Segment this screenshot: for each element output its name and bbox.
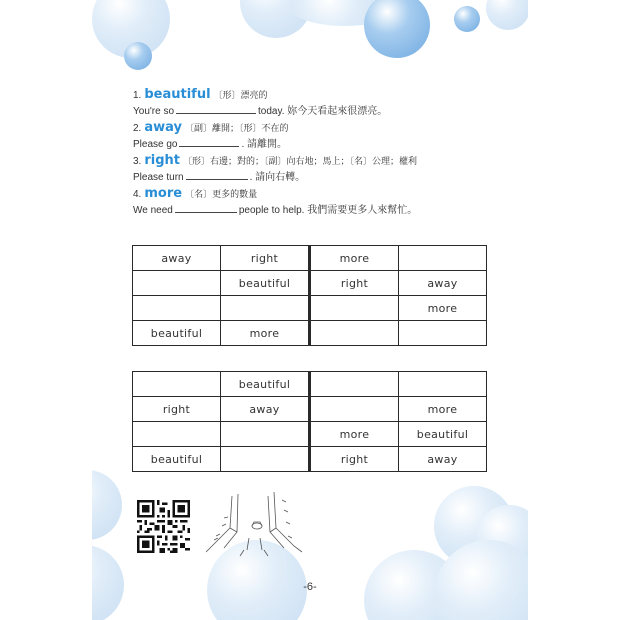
- bubble-decoration: [92, 470, 122, 540]
- vocab-entry-header: [133, 154, 513, 170]
- grid-cell: away: [221, 397, 310, 422]
- sentence-start: We need: [133, 205, 173, 216]
- grid-cell: beautiful: [133, 321, 221, 346]
- grid-cell: [399, 372, 487, 397]
- grid-cell: [310, 372, 399, 397]
- street-illustration-icon: [202, 488, 322, 568]
- grid-cell: right: [133, 397, 221, 422]
- entry-number: 4.: [133, 189, 142, 200]
- grid-cell: more: [221, 321, 310, 346]
- sentence-end: today. 妳今天看起來很漂亮。: [258, 106, 388, 117]
- grid-cell: beautiful: [221, 372, 310, 397]
- grid-cell: away: [133, 246, 221, 271]
- grid-cell: away: [399, 271, 487, 296]
- vocab-definition: 〔名〕更多的數量: [185, 189, 258, 199]
- grid-row: [133, 447, 487, 472]
- answer-blank: [175, 203, 237, 213]
- sentence-end: . 請向右轉。: [249, 172, 306, 183]
- grid-cell: more: [310, 246, 399, 271]
- answer-blank: [186, 170, 248, 180]
- grid-cell: right: [310, 271, 399, 296]
- grid-row: [133, 372, 487, 397]
- example-sentence: [133, 137, 513, 150]
- grid-cell: [133, 372, 221, 397]
- workbook-page: [92, 0, 528, 620]
- grid-cell: [133, 271, 221, 296]
- grid-cell: away: [399, 447, 487, 472]
- grid-cell: [133, 422, 221, 447]
- grid-cell: right: [310, 447, 399, 472]
- grid-cell: [310, 321, 399, 346]
- grid-cell: [399, 246, 487, 271]
- grid-cell: right: [221, 246, 310, 271]
- grid-cell: beautiful: [133, 447, 221, 472]
- qr-code-icon[interactable]: [137, 500, 190, 553]
- bubble-decoration: [124, 42, 152, 70]
- grid-cell: more: [310, 422, 399, 447]
- vocab-definition: 〔形〕漂亮的: [213, 90, 268, 100]
- bubble-decoration: [364, 0, 430, 58]
- grid-row: [133, 296, 487, 321]
- grid-cell: [221, 422, 310, 447]
- bubble-decoration: [486, 0, 528, 30]
- grid-row: [133, 271, 487, 296]
- answer-blank: [179, 137, 239, 147]
- word-grid-2: [132, 371, 487, 472]
- word-grid-1: [132, 245, 487, 346]
- grid-row: [133, 422, 487, 447]
- vocab-entry-header: [133, 88, 513, 104]
- grid-cell: [133, 296, 221, 321]
- vocab-word: beautiful: [144, 87, 211, 102]
- entry-number: 2.: [133, 123, 142, 134]
- answer-blank: [176, 104, 256, 114]
- vocabulary-list: [133, 84, 513, 216]
- grid-row: [133, 397, 487, 422]
- grid-cell: more: [399, 296, 487, 321]
- vocab-entry-header: [133, 187, 513, 203]
- example-sentence: [133, 203, 513, 216]
- entry-number: 1.: [133, 90, 142, 101]
- vocab-definition: 〔副〕離開；〔形〕不在的: [184, 123, 289, 133]
- vocab-word: away: [144, 120, 182, 135]
- grid-cell: more: [399, 397, 487, 422]
- vocab-definition: 〔形〕右邊；對的；〔副〕向右地；馬上；〔名〕公理；權利: [183, 156, 418, 166]
- example-sentence: [133, 104, 513, 117]
- vocab-entry-header: [133, 121, 513, 137]
- vocab-word: right: [144, 153, 180, 168]
- grid-cell: beautiful: [399, 422, 487, 447]
- example-sentence: [133, 170, 513, 183]
- page-number: -6-: [303, 581, 317, 593]
- grid-row: [133, 246, 487, 271]
- sentence-end: people to help. 我們需要更多人來幫忙。: [238, 205, 418, 216]
- grid-row: [133, 321, 487, 346]
- grid-cell: [310, 296, 399, 321]
- sentence-end: . 請離開。: [241, 139, 288, 150]
- entry-number: 3.: [133, 156, 142, 167]
- bubble-decoration: [454, 6, 480, 32]
- sentence-start: Please go: [133, 139, 178, 150]
- sentence-start: You're so: [133, 106, 175, 117]
- grid-cell: [221, 447, 310, 472]
- grid-cell: [221, 296, 310, 321]
- sentence-start: Please turn: [133, 172, 184, 183]
- grid-cell: [310, 397, 399, 422]
- grid-cell: beautiful: [221, 271, 310, 296]
- vocab-word: more: [144, 186, 183, 201]
- grid-cell: [399, 321, 487, 346]
